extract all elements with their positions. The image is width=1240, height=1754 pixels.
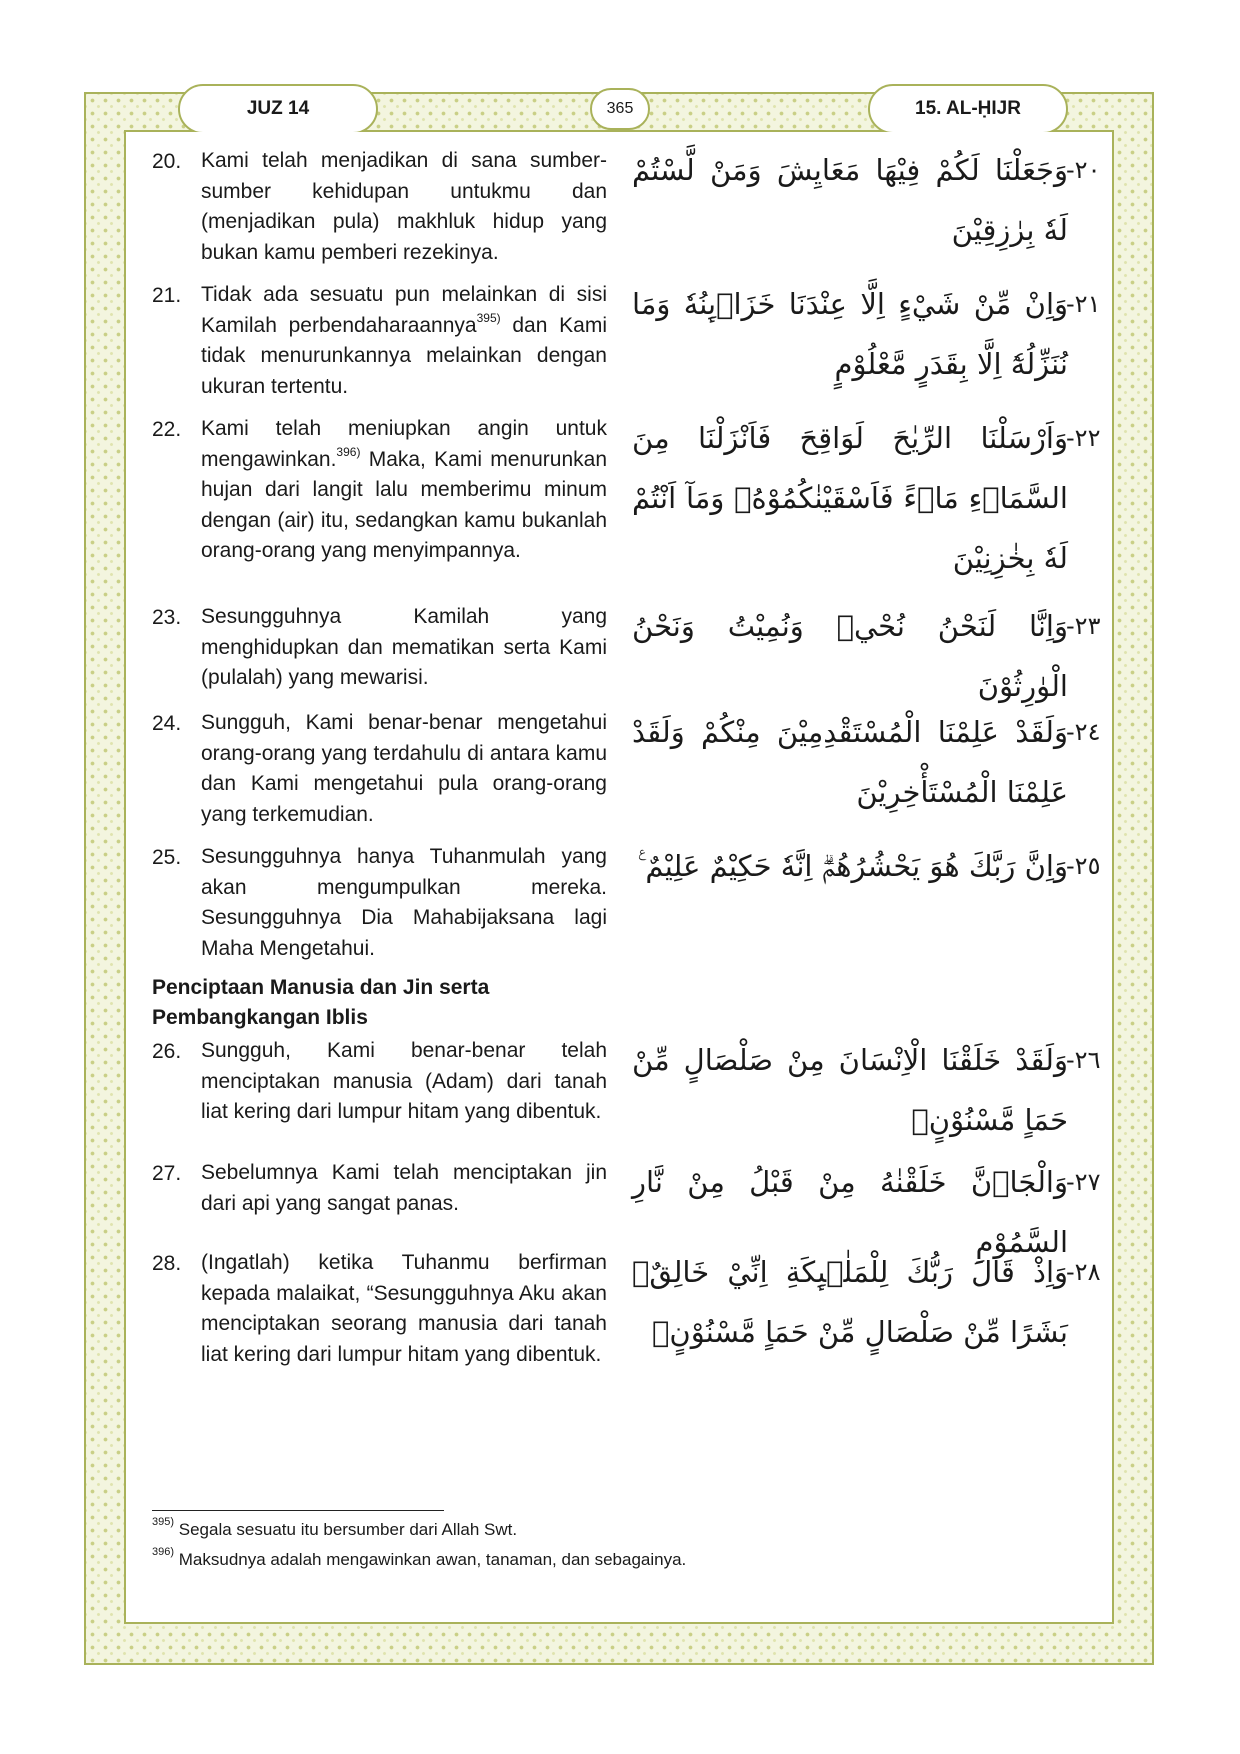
verse-arabic: وَاَرْسَلْنَا الرِّيٰحَ لَوَاقِحَ فَاَنْزَلْنَا مِنَ السَّمَاۤءِ مَاۤءً فَاَسْقَيْنٰكُمُوْهُۚ وَمَآ اَنْتُمْ لَهٗ بِخٰزِنِيْنَ	[632, 421, 1068, 575]
surah-label: 15. AL-ḤIJR	[868, 84, 1068, 134]
verse-number: 20.	[152, 150, 182, 173]
juz-label: JUZ 14	[178, 84, 378, 134]
section-heading: Penciptaan Manusia dan Jin serta Pembangkangan Iblis	[152, 976, 490, 1029]
verse-number: 27.	[152, 1162, 182, 1185]
verse-number: 25.	[152, 846, 182, 869]
verse-number: 23.	[152, 606, 182, 629]
arabic-verse-number: -٢١	[1066, 290, 1101, 318]
verse-number: 28.	[152, 1252, 182, 1275]
verse-translation: (Ingatlah) ketika Tuhanmu berfirman kepada malaikat, “Sesungguhnya Aku akan menciptakan seorang manusia dari tanah liat kering dari lumpur hitam yang dibentuk.	[201, 1251, 607, 1366]
page-content	[126, 132, 1112, 1622]
verse-translation: Sungguh, Kami benar-benar telah menciptakan manusia (Adam) dari tanah liat kering dari lumpur hitam yang dibentuk.	[201, 1039, 607, 1123]
verse-number: 22.	[152, 418, 182, 441]
verse-number: 24.	[152, 712, 182, 735]
verse-arabic: وَالْجَاۤنَّ خَلَقْنٰهُ مِنْ قَبْلُ مِنْ نَّارِ السَّمُوْمِ	[632, 1165, 1068, 1259]
verse-translation: Kami telah menjadikan di sana sumber-sumber kehidupan untukmu dan (menjadikan pula) makhluk hidup yang bukan kamu pemberi rezekinya.	[201, 149, 607, 264]
verse-translation: Sebelumnya Kami telah menciptakan jin dari api yang sangat panas.	[201, 1161, 607, 1215]
footnote-395: $^{395)}$ Segala sesuatu itu bersumber dari Allah Swt.	[152, 1516, 518, 1539]
verse-arabic: وَلَقَدْ عَلِمْنَا الْمُسْتَقْدِمِيْنَ مِنْكُمْ وَلَقَدْ عَلِمْنَا الْمُسْتَأْخِرِيْنَ	[632, 715, 1068, 809]
verse-number: 21.	[152, 284, 182, 307]
arabic-verse-number: -٢٦	[1066, 1046, 1101, 1074]
verse-translation: Sungguh, Kami benar-benar mengetahui orang-orang yang terdahulu di antara kamu dan Kami mengetahui pula orang-orang yang terkemudian.	[201, 711, 607, 826]
arabic-verse-number: -٢٧	[1066, 1168, 1101, 1196]
arabic-verse-number: -٢٨	[1066, 1258, 1101, 1286]
page-number: 365	[590, 88, 650, 130]
arabic-verse-number: -٢٤	[1066, 718, 1101, 746]
verse-arabic: وَاِذْ قَالَ رَبُّكَ لِلْمَلٰۤىِٕكَةِ اِنِّيْ خَالِقٌۢ بَشَرًا مِّنْ صَلْصَالٍ مِّنْ حَمَاٍ مَّسْنُوْنٍۚ	[632, 1255, 1068, 1349]
footnote-396: $^{396)}$ Maksudnya adalah mengawinkan awan, tanaman, dan sebagainya.	[152, 1546, 687, 1569]
verse-translation: Tidak ada sesuatu pun melainkan di sisi Kamilah perbendaharaannya$^{395)}$ dan Kami tidak menurunkannya melainkan dengan ukuran tertentu.	[201, 283, 607, 398]
verse-arabic: وَاِنَّا لَنَحْنُ نُحْيٖ وَنُمِيْتُ وَنَحْنُ الْوٰرِثُوْنَ	[632, 609, 1068, 703]
verse-arabic: وَجَعَلْنَا لَكُمْ فِيْهَا مَعَايِشَ وَمَنْ لَّسْتُمْ لَهٗ بِرٰزِقِيْنَ	[632, 153, 1068, 247]
verse-translation: Kami telah meniupkan angin untuk mengawinkan.$^{396)}$ Maka, Kami menurunkan hujan dari langit lalu memberimu minum dengan (air) itu, sedangkan kamu bukanlah orang-orang yang menyimpannya.	[201, 417, 607, 562]
footnote-divider	[152, 1510, 444, 1511]
verse-arabic: وَلَقَدْ خَلَقْنَا الْاِنْسَانَ مِنْ صَلْصَالٍ مِّنْ حَمَاٍ مَّسْنُوْنٍۚ	[632, 1043, 1068, 1137]
verse-translation: Sesungguhnya Kamilah yang menghidupkan dan mematikan serta Kami (pulalah) yang mewarisi.	[201, 605, 607, 689]
footnote-ref: 396)	[336, 444, 361, 459]
arabic-verse-number: -٢٣	[1066, 612, 1101, 640]
verse-arabic: وَاِنَّ رَبَّكَ هُوَ يَحْشُرُهُمْۗ اِنَّهٗ حَكِيْمٌ عَلِيْمٌ ࣖ	[638, 849, 1068, 883]
arabic-verse-number: -٢٥	[1066, 852, 1101, 880]
arabic-verse-number: -٢٠	[1066, 156, 1101, 184]
arabic-verse-number: -٢٢	[1066, 424, 1101, 452]
verse-number: 26.	[152, 1040, 182, 1063]
verse-translation: Sesungguhnya hanya Tuhanmulah yang akan mengumpulkan mereka. Sesungguhnya Dia Mahabijaksana lagi Maha Mengetahui.	[201, 845, 607, 960]
verse-arabic: وَاِنْ مِّنْ شَيْءٍ اِلَّا عِنْدَنَا خَزَاۤىِٕنُهٗ وَمَا نُنَزِّلُهٗٓ اِلَّا بِقَدَرٍ مَّعْلُوْمٍ	[632, 287, 1068, 381]
footnote-ref: 395)	[476, 310, 501, 325]
